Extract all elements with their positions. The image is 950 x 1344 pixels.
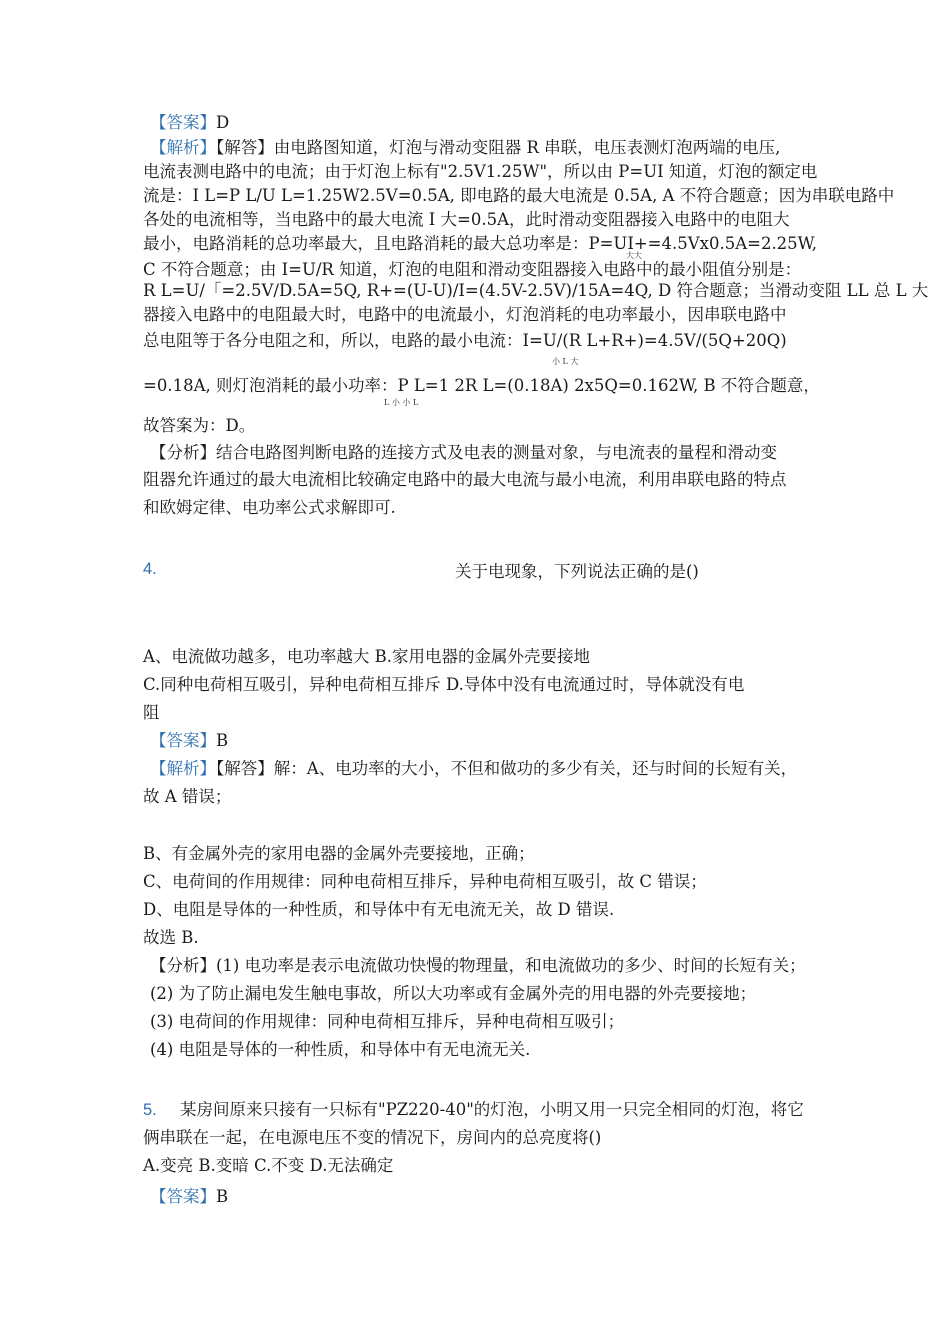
q4-option-line: 阻: [143, 703, 160, 722]
q5-text-line: 某房间原来只接有一只标有"PZ220-40"的灯泡，小明又用一只完全相同的灯泡，将它: [180, 1100, 804, 1119]
q3-sub-mark: L 小 小 L: [384, 398, 419, 407]
q4-text-line: C、电荷间的作用规律：同种电荷相互排斥，异种电荷相互吸引，故 C 错误；: [143, 872, 707, 891]
q3-sub-mark: 大大: [626, 251, 642, 260]
answer-value: B: [216, 731, 229, 750]
q4-question: 关于电现象，下列说法正确的是(): [455, 562, 699, 581]
q3-text-line: 故答案为：D。: [143, 416, 256, 435]
q3-text-line: =0.18A, 则灯泡消耗的最小功率：P L=1 2R L=(0.18A) 2x5Q=0.162W, B 不符合题意，: [143, 376, 820, 395]
q4-fenxi-line: (3) 电荷间的作用规律：同种电荷相互排斥，异种电荷相互吸引；: [150, 1012, 625, 1031]
q3-sub-mark: 小 L 大: [552, 357, 579, 366]
answer-tag: 【答案】: [150, 731, 216, 750]
q5-text-line: 俩串联在一起，在电源电压不变的情况下，房间内的总亮度将(): [143, 1128, 602, 1147]
answer-tag: 【答案】: [150, 113, 216, 132]
q3-text-line: C 不符合题意；由 I=U/R 知道，灯泡的电阻和滑动变阻器接入电路中的最小阻值分别是：: [143, 260, 802, 279]
q3-text-line: 总电阻等于各分电阻之和，所以，电路的最小电流：I=U/(R L+R+)=4.5V/(5Q+20Q): [143, 331, 787, 350]
q4-fenxi-line: (4) 电阻是导体的一种性质，和导体中有无电流无关.: [150, 1040, 531, 1059]
q4-analysis-line: 【解析】【解答】解：A、电功率的大小，不但和做功的多少有关，还与时间的长短有关，: [150, 759, 798, 778]
analysis-tag: 【解析】: [150, 759, 216, 778]
q3-fenxi-line: 和欧姆定律、电功率公式求解即可.: [143, 498, 396, 517]
q4-option-line: C.同种电荷相互吸引，异种电荷相互排斥 D.导体中没有电流通过时，导体就没有电: [143, 675, 745, 694]
q3-text-line: 流是：I L=P L/U L=1.25W2.5V=0.5A, 即电路的最大电流是 0.5A, A 不符合题意；因为串联电路中: [143, 186, 895, 205]
answer-value: D: [216, 113, 230, 132]
analysis-tag: 【解析】: [150, 138, 216, 157]
q3-text-line: 各处的电流相等，当电路中的最大电流 I 大=0.5A，此时滑动变阻器接入电路中的电阻大: [143, 210, 790, 229]
q4-number: 4.: [143, 560, 157, 578]
q3-text-line: 最小，电路消耗的总功率最大，且电路消耗的最大总功率是：P=UI+=4.5Vx0.5A=2.25W,: [143, 234, 818, 253]
q5-options: A.变亮 B.变暗 C.不变 D.无法确定: [143, 1156, 394, 1175]
q4-answer: [150, 730, 228, 752]
q4-text-line: D、电阻是导体的一种性质，和导体中有无电流无关，故 D 错误.: [143, 900, 615, 919]
q3-text-line: 器接入电路中的电阻最大时，电路中的电流最小，灯泡消耗的电功率最小，因串联电路中: [143, 305, 787, 324]
answer-value: B: [216, 1187, 229, 1206]
q3-fenxi-line: 【分析】结合电路图判断电路的连接方式及电表的测量对象，与电流表的量程和滑动变: [150, 443, 777, 462]
q5-number: 5.: [143, 1101, 157, 1119]
q4-text-line: B、有金属外壳的家用电器的金属外壳要接地，正确；: [143, 844, 535, 863]
answer-tag: 【答案】: [150, 1187, 216, 1206]
q4-fenxi-line: (2) 为了防止漏电发生触电事故，所以大功率或有金属外壳的用电器的外壳要接地；: [150, 984, 757, 1003]
q4-text-line: 故 A 错误；: [143, 787, 232, 806]
q3-analysis-line: 【解析】【解答】由电路图知道，灯泡与滑动变阻器 R 串联，电压表测灯泡两端的电压,: [150, 138, 781, 157]
q4-option-line: A、电流做功越多，电功率越大 B.家用电器的金属外壳要接地: [143, 647, 591, 666]
q3-text-line: R L=U/「=2.5V/D.5A=5Q, R+=(U-U)/I=(4.5V-2.5V)/15A=4Q, D 符合题意；当滑动变阻 LL 总 L 大: [143, 281, 929, 300]
q5-answer: [150, 1186, 228, 1208]
q4-text-line: 故选 B.: [143, 928, 199, 947]
q4-fenxi-line: 【分析】(1) 电功率是表示电流做功快慢的物理量，和电流做功的多少、时间的长短有关；: [150, 956, 806, 975]
q3-text-line: 电流表测电路中的电流；由于灯泡上标有"2.5V1.25W"，所以由 P=UI 知道，灯泡的额定电: [143, 162, 818, 181]
q3-answer: [150, 112, 229, 134]
q3-fenxi-line: 阻器允许通过的最大电流相比较确定电路中的最大电流与最小电流，利用串联电路的特点: [143, 470, 787, 489]
